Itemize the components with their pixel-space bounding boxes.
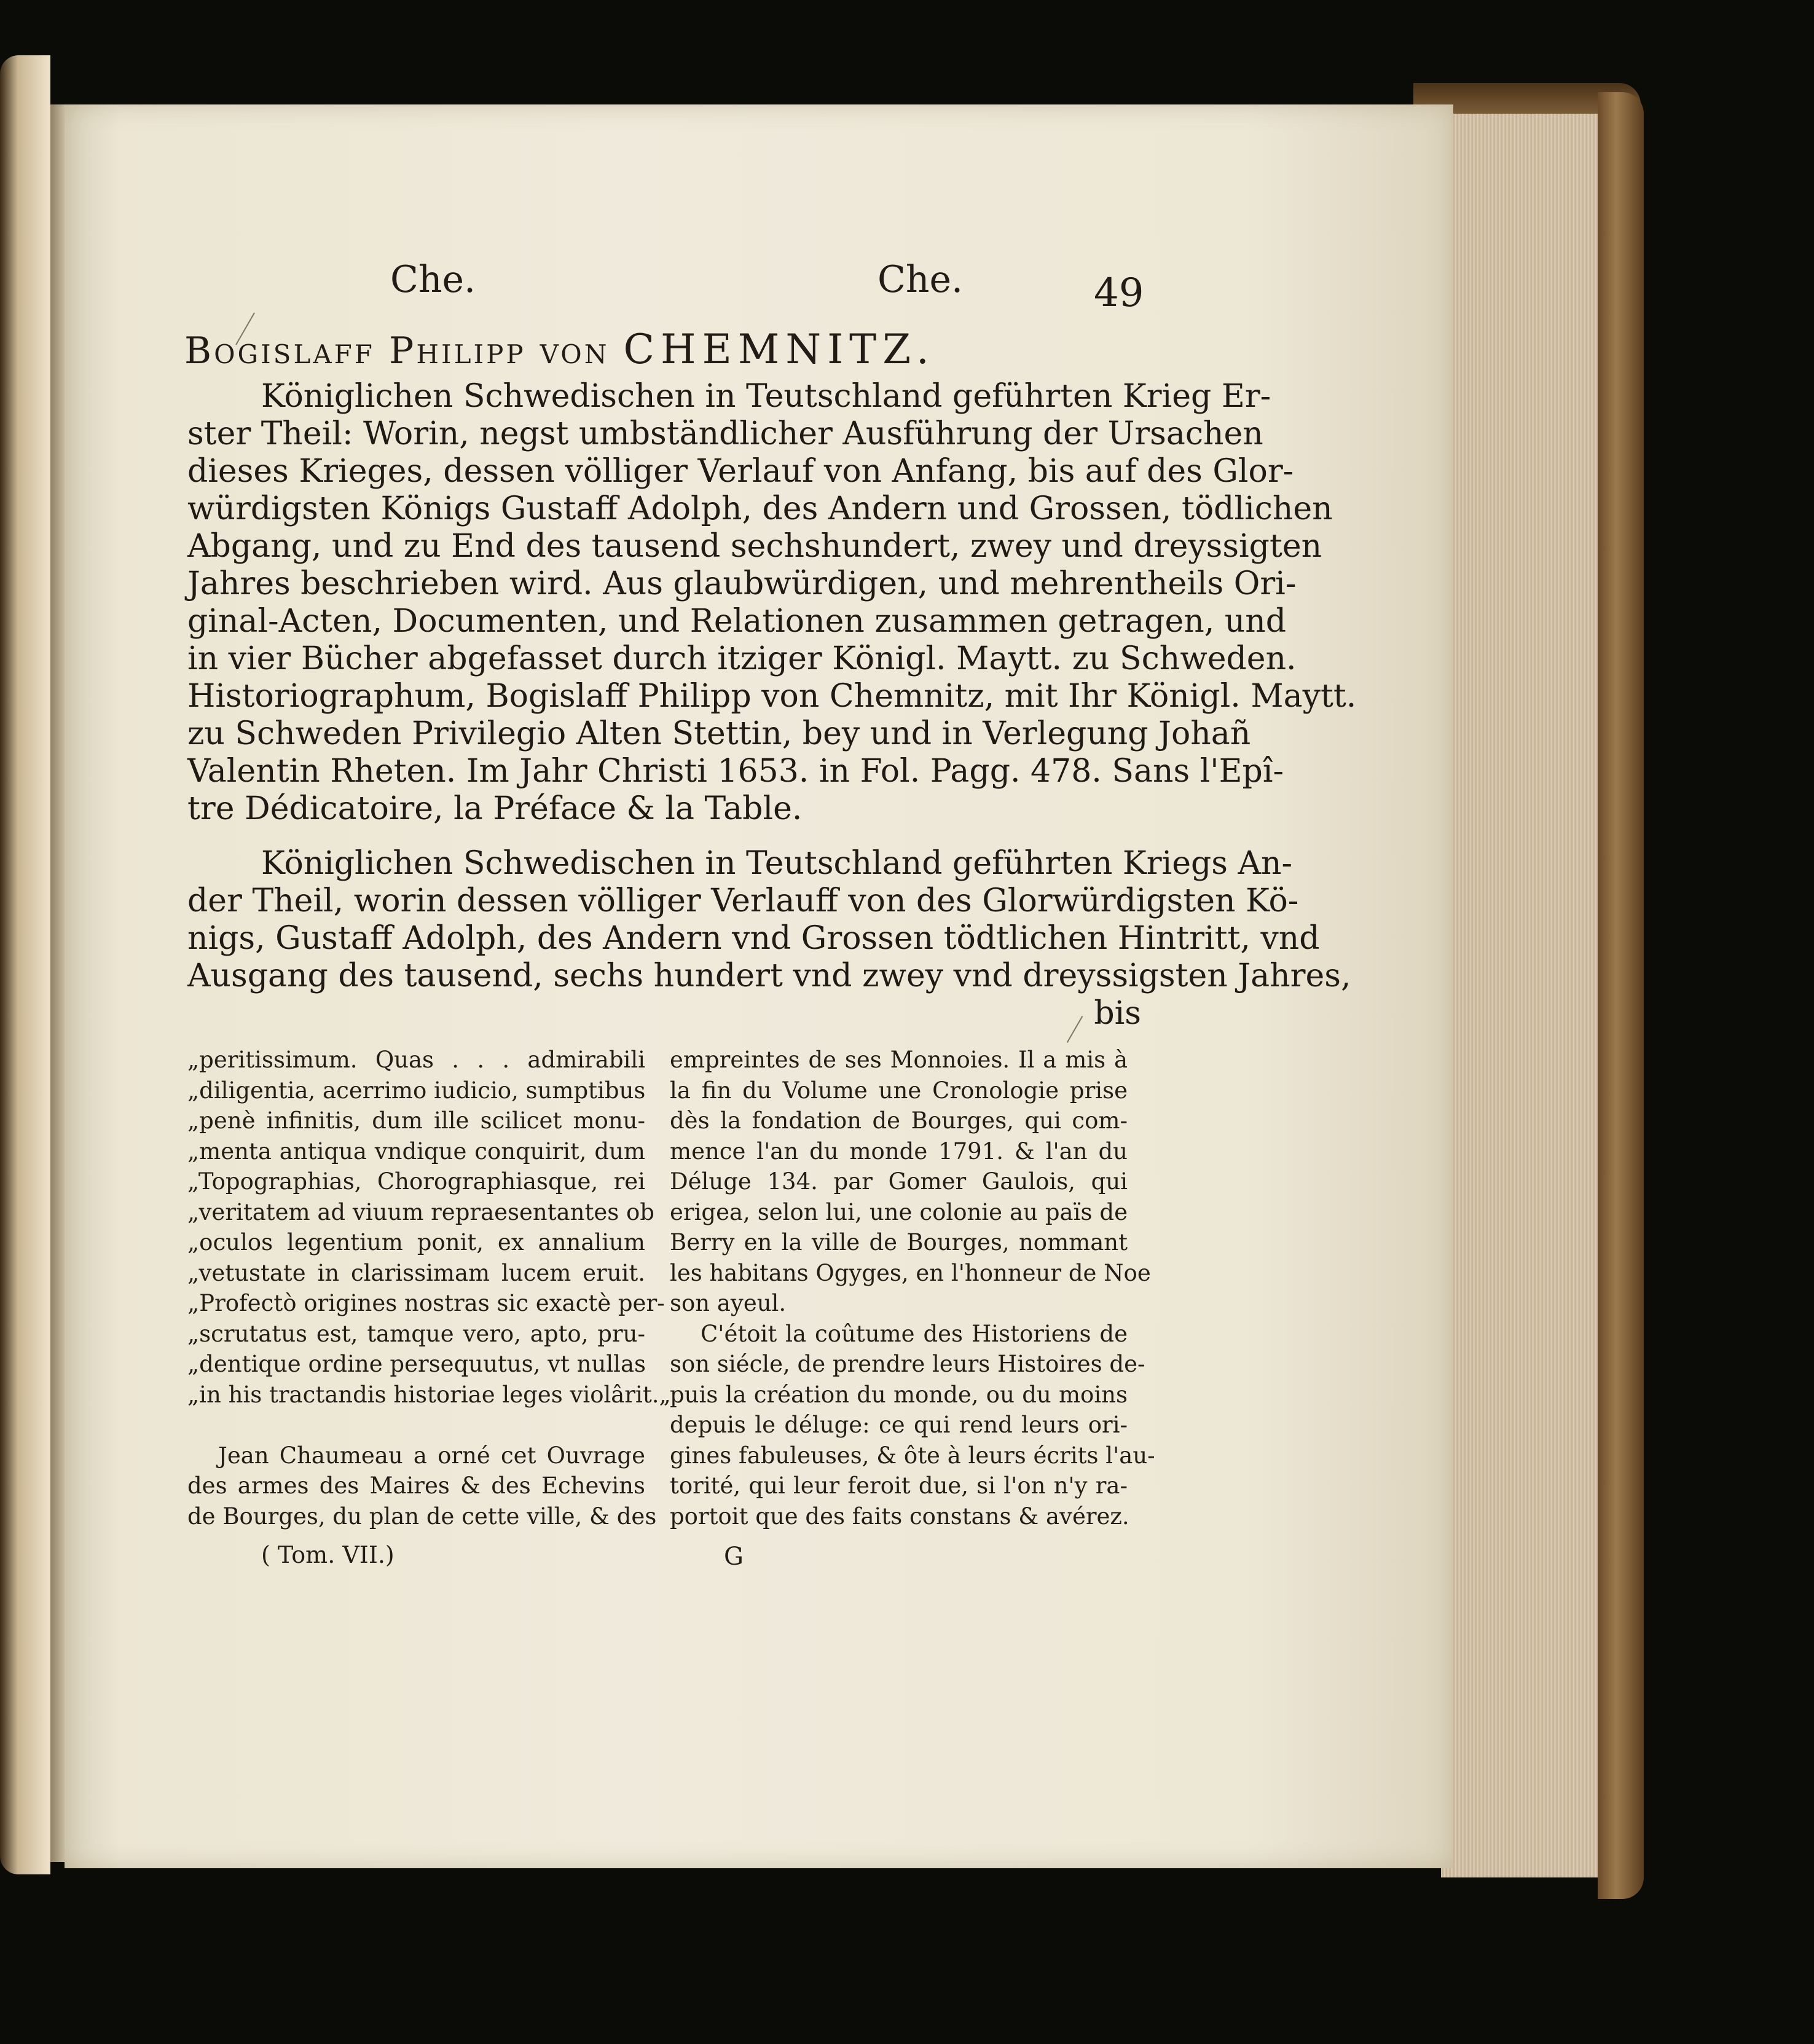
- right_column-line: Déluge 134. par Gomer Gaulois, qui: [670, 1168, 1128, 1195]
- left_column-line: „vetustate in clarissimam lucem eruit.: [187, 1259, 645, 1286]
- paragraph1-line: Jahres beschrieben wird. Aus glaubwürdigen, und mehrentheils Ori-: [187, 565, 1297, 602]
- entry-title-name: CHEMNITZ.: [623, 326, 935, 373]
- left_column-line: „menta antiqua vndique conquirit, dum: [187, 1138, 645, 1165]
- right_column-line: puis la création du monde, ou du moins: [670, 1381, 1128, 1408]
- entry-title-prefix: Bogislaff Philipp von: [184, 329, 610, 372]
- right_column-line: les habitans Ogyges, en l'honneur de Noe: [670, 1259, 1151, 1286]
- left_column-line: des armes des Maires & des Echevins: [187, 1472, 645, 1499]
- right_column-line: la fin du Volume une Cronologie prise: [670, 1077, 1128, 1104]
- paragraph2-line: nigs, Gustaff Adolph, des Andern vnd Grossen tödtlichen Hintritt, vnd: [187, 920, 1320, 957]
- running-head-center: Che.: [878, 258, 964, 301]
- left_column-line: „scrutatus est, tamque vero, apto, pru-: [187, 1320, 645, 1347]
- signature-mark: G: [724, 1543, 744, 1571]
- left_column-line: „diligentia, acerrimo iudicio, sumptibus: [187, 1077, 646, 1104]
- page-fore-edge: [1441, 114, 1604, 1877]
- paragraph1-line: ster Theil: Worin, negst umbständlicher Ausführung der Ursachen: [187, 415, 1263, 452]
- paragraph2-line: Königlichen Schwedischen in Teutschland geführten Kriegs An-: [261, 845, 1293, 882]
- running-head-left: Che.: [390, 258, 476, 301]
- volume-marker: ( Tom. VII.): [261, 1541, 395, 1568]
- right_column-line: gines fabuleuses, & ôte à leurs écrits l'au-: [670, 1442, 1155, 1469]
- right_column-line: son ayeul.: [670, 1290, 787, 1316]
- paragraph2-line: Ausgang des tausend, sechs hundert vnd zwey vnd dreyssigsten Jahres,: [187, 957, 1351, 994]
- paragraph1-line: Historiographum, Bogislaff Philipp von Chemnitz, mit Ihr Königl. Maytt.: [187, 678, 1357, 715]
- left_column-line: „veritatem ad viuum repraesentantes ob: [187, 1198, 654, 1225]
- left_column-line: „in his tractandis historiae leges violârit.„: [187, 1381, 671, 1408]
- right_column-line: empreintes de ses Monnoies. Il a mis à: [670, 1047, 1128, 1073]
- paragraph1-line: dieses Krieges, dessen völliger Verlauf von Anfang, bis auf des Glor-: [187, 453, 1294, 490]
- right_column-line: erigea, selon lui, une colonie au païs de: [670, 1198, 1128, 1225]
- paragraph1-line: in vier Bücher abgefasset durch itziger Königl. Maytt. zu Schweden.: [187, 640, 1297, 677]
- right-column: [670, 1045, 1155, 1531]
- right_column-line: dès la fondation de Bourges, qui com-: [670, 1107, 1128, 1134]
- paragraph-first-part: [187, 378, 1357, 828]
- paragraph1-line: Valentin Rheten. Im Jahr Christi 1653. in Fol. Pagg. 478. Sans l'Epî-: [187, 753, 1284, 790]
- paragraph1-line: würdigsten Königs Gustaff Adolph, des Andern und Grossen, tödlichen: [187, 490, 1333, 527]
- page-number: 49: [1094, 270, 1144, 316]
- paragraph1-line: Abgang, und zu End des tausend sechshundert, zwey und dreyssigten: [187, 528, 1322, 565]
- paragraph-second-part: [187, 845, 1351, 1032]
- paragraph2-line: bis: [1094, 995, 1141, 1032]
- left-column: [187, 1045, 671, 1531]
- left_column-line: „peritissimum. Quas . . . admirabili: [187, 1047, 645, 1073]
- paragraph1-line: tre Dédicatoire, la Préface & la Table.: [187, 790, 803, 827]
- paragraph1-line: ginal-Acten, Documenten, und Relationen zusammen getragen, und: [187, 603, 1287, 640]
- right_column-line: son siécle, de prendre leurs Histoires de-: [670, 1351, 1145, 1377]
- right_column-line: depuis le déluge: ce qui rend leurs ori-: [670, 1412, 1128, 1438]
- right_column-line: torité, qui leur feroit due, si l'on n'y ra-: [670, 1472, 1128, 1499]
- entry-title: [184, 326, 935, 373]
- left_column-line: „penè infinitis, dum ille scilicet monu-: [187, 1107, 645, 1134]
- left_column-line: „dentique ordine persequutus, vt nullas: [187, 1351, 646, 1377]
- right_column-line: Berry en la ville de Bourges, nommant: [670, 1229, 1128, 1256]
- right_column-line: C'étoit la coûtume des Historiens de: [701, 1320, 1128, 1347]
- paragraph1-line: Königlichen Schwedischen in Teutschland geführten Krieg Er-: [261, 378, 1271, 415]
- left_column-line: de Bourges, du plan de cette ville, & des: [187, 1503, 657, 1530]
- left-page-edge: [0, 55, 50, 1874]
- paragraph1-line: zu Schweden Privilegio Alten Stettin, bey und in Verlegung Johañ: [187, 715, 1251, 752]
- left_column-line: „oculos legentium ponit, ex annalium: [187, 1229, 645, 1256]
- paragraph2-line: der Theil, worin dessen völliger Verlauff von des Glorwürdigsten Kö-: [187, 882, 1299, 919]
- left_column-line: „Topographias, Chorographiasque, rei: [187, 1168, 645, 1195]
- right_column-line: portoit que des faits constans & avérez.: [670, 1503, 1129, 1530]
- right_column-line: mence l'an du monde 1791. & l'an du: [670, 1138, 1128, 1165]
- left_column-line: Jean Chaumeau a orné cet Ouvrage: [218, 1442, 645, 1469]
- left_column-line: „Profectò origines nostras sic exactè per-: [187, 1290, 665, 1316]
- left_column-line: [187, 1410, 645, 1441]
- book-cover-right: [1598, 92, 1644, 1899]
